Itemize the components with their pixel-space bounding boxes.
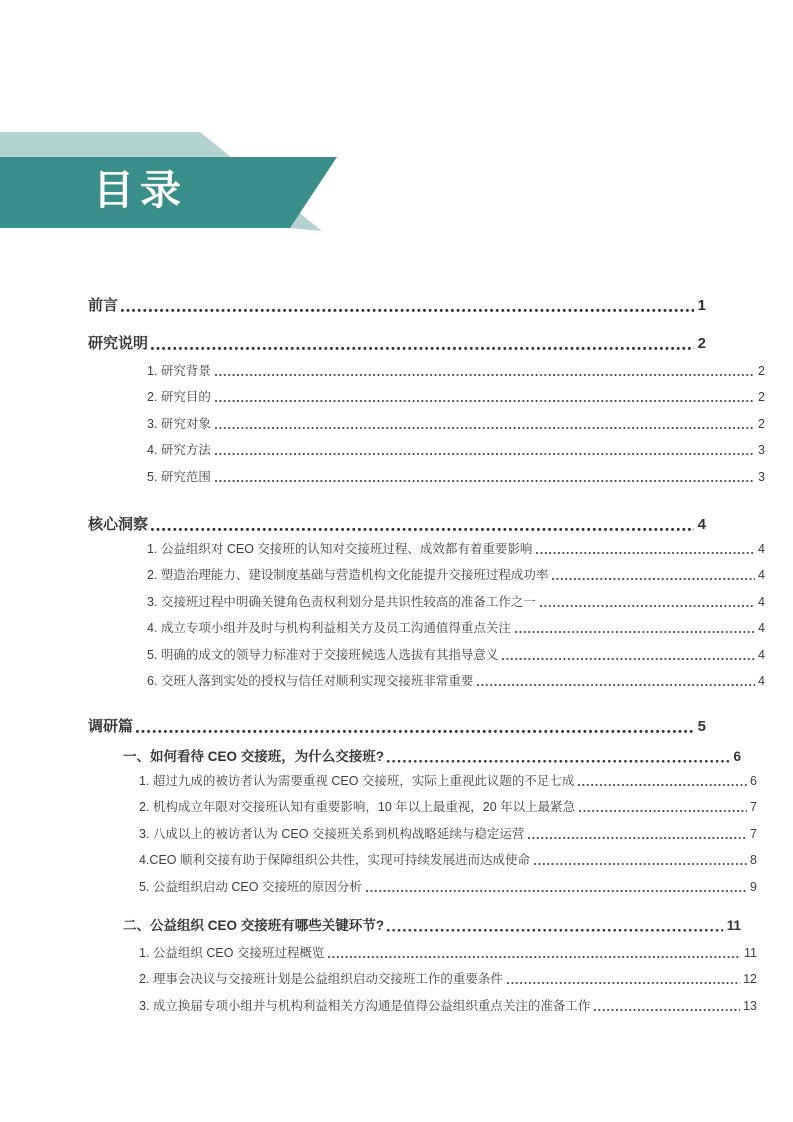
dot-leader bbox=[328, 956, 741, 959]
toc-entry-label: 2. 塑造治理能力、建设制度基础与营造机构文化能提升交接班过程成功率 bbox=[147, 568, 549, 582]
toc-entry-label: 2. 机构成立年限对交接班认知有重要影响，10 年以上最重视，20 年以上最紧急 bbox=[139, 800, 576, 814]
toc-entry[interactable] bbox=[88, 825, 757, 843]
toc-entry-label: 3. 研究对象 bbox=[147, 417, 211, 431]
toc-entry[interactable] bbox=[88, 540, 765, 558]
toc-entry-page: 3 bbox=[758, 470, 765, 484]
dot-leader bbox=[528, 837, 747, 840]
toc-entry-page: 2 bbox=[758, 390, 765, 404]
toc-entry[interactable] bbox=[88, 296, 706, 316]
toc-entry-label: 4. 成立专项小组并及时与机构利益相关方及员工沟通值得重点关注 bbox=[147, 621, 511, 635]
toc-entry-page: 2 bbox=[758, 364, 765, 378]
toc-entry-page: 12 bbox=[743, 972, 757, 986]
toc-entry-page: 8 bbox=[750, 853, 757, 867]
toc-entry-page: 4 bbox=[758, 648, 765, 662]
toc-entry-label: 2. 理事会决议与交接班计划是公益组织启动交接班工作的重要条件 bbox=[139, 972, 503, 986]
toc-entry-label: 一、如何看待 CEO 交接班，为什么交接班? bbox=[123, 749, 385, 764]
toc-entry-page: 6 bbox=[733, 749, 741, 764]
toc-entry[interactable] bbox=[88, 441, 765, 459]
toc-entry[interactable] bbox=[88, 917, 741, 935]
dot-leader bbox=[515, 631, 755, 634]
toc-entry[interactable] bbox=[88, 748, 741, 766]
toc-entry[interactable] bbox=[88, 772, 757, 790]
toc-entry[interactable] bbox=[88, 415, 765, 433]
dot-leader bbox=[215, 480, 755, 483]
dot-leader bbox=[136, 730, 694, 733]
toc-entry-page: 4 bbox=[758, 595, 765, 609]
toc-entry-label: 核心洞察 bbox=[88, 516, 149, 533]
toc-entry[interactable] bbox=[88, 515, 706, 535]
toc-entry-page: 9 bbox=[750, 880, 757, 894]
toc-entry-label: 1. 公益组织 CEO 交接班过程概览 bbox=[139, 946, 325, 960]
dot-leader bbox=[151, 347, 694, 350]
page-title: 目录 bbox=[93, 167, 187, 213]
toc-entry[interactable] bbox=[88, 997, 757, 1015]
toc-entry-label: 1. 研究背景 bbox=[147, 364, 211, 378]
toc-entry-label: 4.CEO 顺利交接有助于保障组织公共性，实现可持续发展进而达成使命 bbox=[139, 853, 530, 867]
toc-entry-page: 2 bbox=[697, 335, 706, 352]
toc-entry-label: 调研篇 bbox=[88, 718, 134, 735]
toc-entry[interactable] bbox=[88, 672, 765, 690]
toc-entry-label: 研究说明 bbox=[88, 335, 149, 352]
toc-entry-page: 13 bbox=[743, 999, 757, 1013]
dot-leader bbox=[215, 453, 755, 456]
dot-leader bbox=[387, 929, 723, 932]
toc-entry[interactable] bbox=[88, 851, 757, 869]
toc-entry-label: 前言 bbox=[88, 297, 119, 314]
dot-leader bbox=[387, 760, 729, 763]
toc-entry-page: 2 bbox=[758, 417, 765, 431]
dot-leader bbox=[215, 400, 755, 403]
toc-entry-label: 1. 公益组织对 CEO 交接班的认知对交接班过程、成效都有着重要影响 bbox=[147, 542, 533, 556]
toc-entry[interactable] bbox=[88, 334, 706, 354]
toc-entry-page: 4 bbox=[758, 621, 765, 635]
dot-leader bbox=[121, 309, 694, 312]
toc-entry-label: 2. 研究目的 bbox=[147, 390, 211, 404]
dot-leader bbox=[552, 578, 755, 581]
toc-entry-label: 二、公益组织 CEO 交接班有哪些关键环节? bbox=[123, 918, 385, 933]
toc-entry[interactable] bbox=[88, 798, 757, 816]
dot-leader bbox=[578, 784, 747, 787]
toc-entry[interactable] bbox=[88, 970, 757, 988]
dot-leader bbox=[540, 605, 755, 608]
toc-entry-page: 4 bbox=[697, 516, 706, 533]
toc-entry-page: 7 bbox=[750, 827, 757, 841]
toc-entry[interactable] bbox=[88, 468, 765, 486]
toc-entry-label: 3. 八成以上的被访者认为 CEO 交接班关系到机构战略延续与稳定运营 bbox=[139, 827, 525, 841]
toc-entry[interactable] bbox=[88, 388, 765, 406]
dot-leader bbox=[215, 374, 755, 377]
toc-entry-label: 4. 研究方法 bbox=[147, 443, 211, 457]
toc-entry[interactable] bbox=[88, 646, 765, 664]
toc-entry-page: 11 bbox=[744, 946, 757, 960]
toc-entry-page: 4 bbox=[758, 674, 765, 688]
dot-leader bbox=[534, 863, 747, 866]
dot-leader bbox=[215, 427, 755, 430]
toc-entry-page: 4 bbox=[758, 542, 765, 556]
toc-entry[interactable] bbox=[88, 944, 757, 962]
toc-entry-page: 4 bbox=[758, 568, 765, 582]
toc-entry-page: 7 bbox=[750, 800, 757, 814]
toc-entry-page: 1 bbox=[697, 297, 706, 314]
toc-entry[interactable] bbox=[88, 362, 765, 380]
dot-leader bbox=[502, 658, 755, 661]
toc-entry[interactable] bbox=[88, 566, 765, 584]
dot-leader bbox=[477, 684, 755, 687]
dot-leader bbox=[151, 528, 694, 531]
toc-entry-label: 6. 交班人落到实处的授权与信任对顺利实现交接班非常重要 bbox=[147, 674, 474, 688]
toc-entry-page: 11 bbox=[726, 918, 741, 933]
dot-leader bbox=[536, 552, 755, 555]
toc-entry-label: 3. 交接班过程中明确关键角色责权利划分是共识性较高的准备工作之一 bbox=[147, 595, 536, 609]
dot-leader bbox=[507, 982, 740, 985]
toc-entry-page: 3 bbox=[758, 443, 765, 457]
toc-entry[interactable] bbox=[88, 619, 765, 637]
toc-entry-label: 3. 成立换届专项小组并与机构利益相关方沟通是值得公益组织重点关注的准备工作 bbox=[139, 999, 591, 1013]
dot-leader bbox=[366, 890, 747, 893]
toc-entry-label: 1. 超过九成的被访者认为需要重视 CEO 交接班，实际上重视此议题的不足七成 bbox=[139, 774, 575, 788]
toc-entry-label: 5. 研究范围 bbox=[147, 470, 211, 484]
toc-entry-label: 5. 公益组织启动 CEO 交接班的原因分析 bbox=[139, 880, 362, 894]
toc-entry[interactable] bbox=[88, 717, 706, 737]
toc-entry-label: 5. 明确的成文的领导力标准对于交接班候选人选拔有其指导意义 bbox=[147, 648, 499, 662]
toc-entry[interactable] bbox=[88, 878, 757, 896]
dot-leader bbox=[579, 810, 747, 813]
dot-leader bbox=[594, 1009, 740, 1012]
toc-entry[interactable] bbox=[88, 593, 765, 611]
toc-entry-page: 5 bbox=[697, 718, 706, 735]
toc-entry-page: 6 bbox=[750, 774, 757, 788]
